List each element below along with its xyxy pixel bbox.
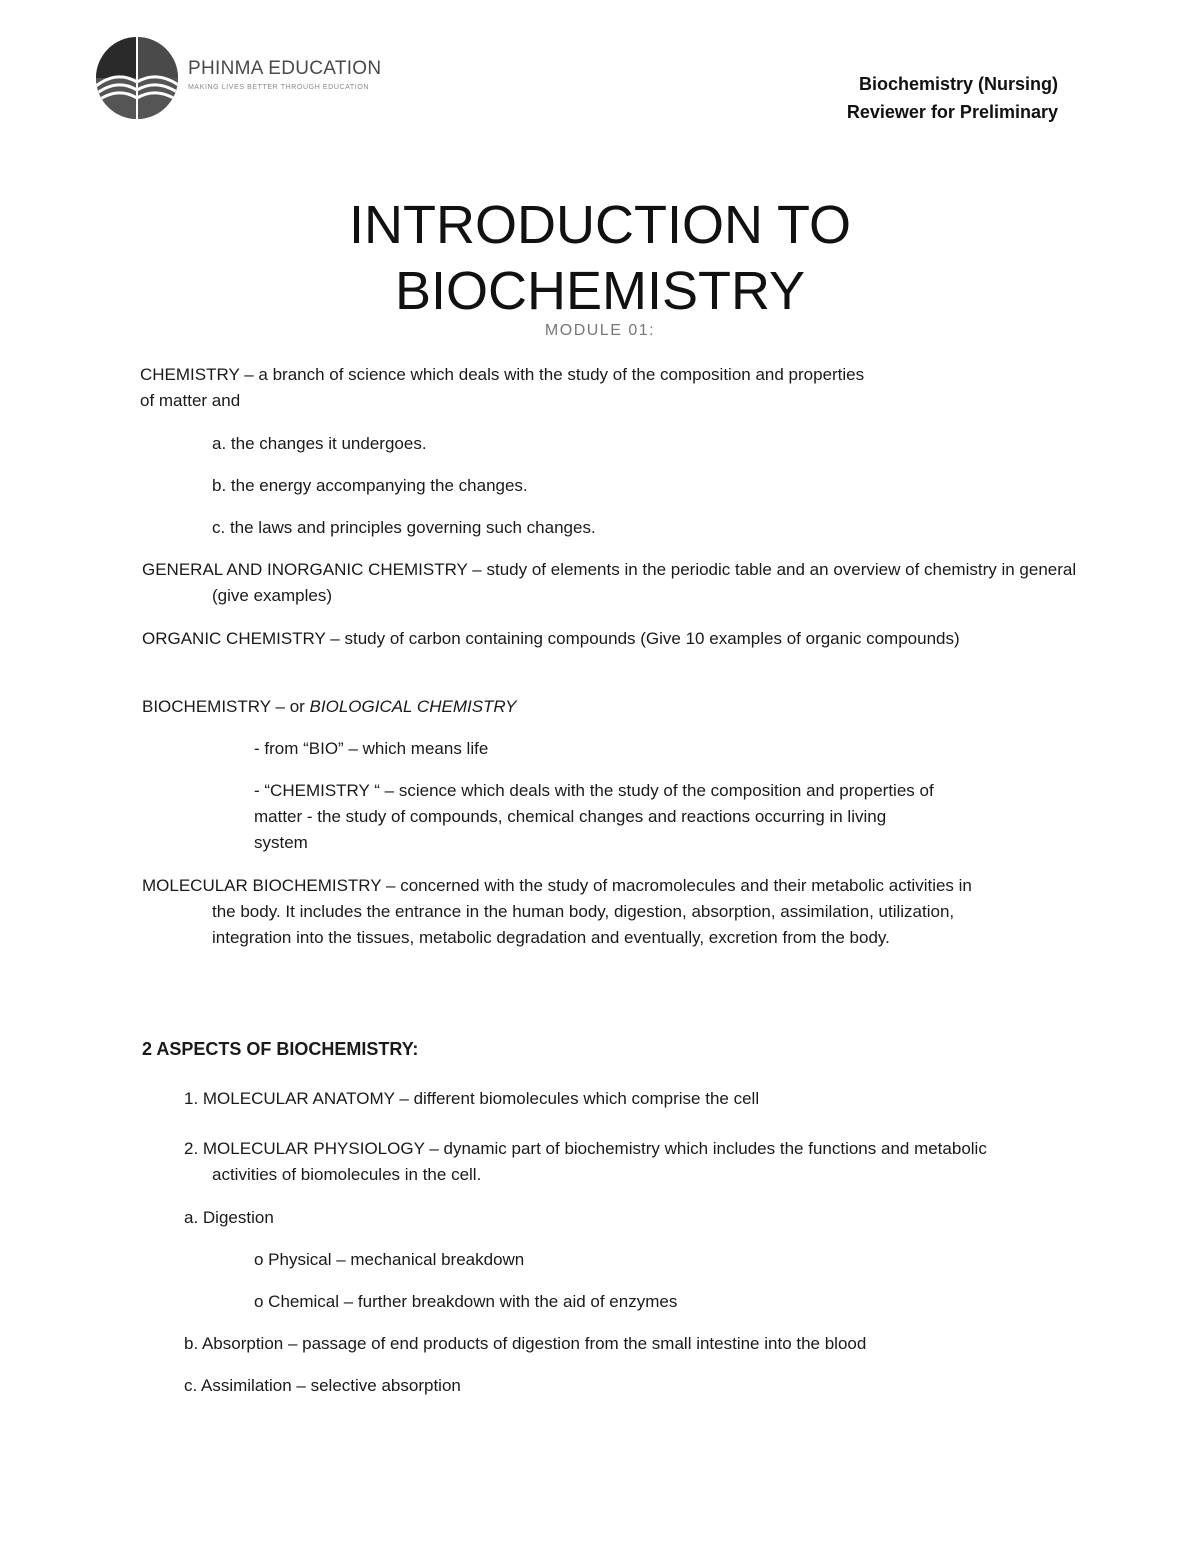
absorption-item: b. Absorption – passage of end products of digestion from the small intestine into the blood [184, 1334, 867, 1353]
chemistry-definition-line1: CHEMISTRY – a branch of science which deals with the study of the composition and properties [140, 365, 865, 384]
logo-name: PHINMA EDUCATION [188, 58, 382, 79]
molecular-biochemistry-definition: MOLECULAR BIOCHEMISTRY – concerned with the study of macromolecules and their metabolic activities in the body. It includes the entrance in the human body, digestion, absorption, assimilation, utilization, integration into the tissues, metabolic degradation and eventually, excretion from the body. [142, 876, 972, 947]
chemistry-meaning: - “CHEMISTRY “ – science which deals with the study of the composition and properties of matter - the study of compounds, chemical changes and reactions occurring in living system [254, 781, 934, 852]
header-reviewer: Reviewer for Preliminary [846, 102, 1058, 122]
molecular-anatomy-item: 1. MOLECULAR ANATOMY – different biomolecules which comprise the cell [184, 1089, 760, 1108]
chemistry-definition [140, 362, 1040, 414]
logo-tagline: MAKING LIVES BETTER THROUGH EDUCATION [188, 84, 370, 91]
page-title [0, 192, 1200, 324]
list-item: a. the changes it undergoes. [212, 434, 427, 453]
physical-digestion-item: o Physical – mechanical breakdown [254, 1250, 525, 1269]
chemistry-definition-line2: of matter and [140, 391, 241, 410]
document-header [847, 70, 1058, 126]
biochemistry-term: BIOCHEMISTRY – or [142, 697, 310, 716]
general-inorganic-definition: GENERAL AND INORGANIC CHEMISTRY – study of elements in the periodic table and an overview of chemistry in general (give examples) [142, 560, 1077, 605]
assimilation-item: c. Assimilation – selective absorption [184, 1376, 461, 1395]
module-label: MODULE 01: [544, 322, 656, 339]
header-course: Biochemistry (Nursing) [858, 74, 1058, 94]
chemical-digestion-item: o Chemical – further breakdown with the aid of enzymes [254, 1292, 678, 1311]
list-item: c. the laws and principles governing such changes. [212, 518, 596, 537]
list-item: b. the energy accompanying the changes. [212, 476, 528, 495]
molecular-physiology-item: 2. MOLECULAR PHYSIOLOGY – dynamic part of biochemistry which includes the functions and metabolic activities of biomolecules in the cell. [184, 1139, 987, 1184]
organic-definition: ORGANIC CHEMISTRY – study of carbon containing compounds (Give 10 examples of organic compounds) [142, 629, 960, 648]
biochemistry-definition [142, 694, 516, 720]
phinma-logo [92, 36, 382, 126]
biological-chemistry-term: BIOLOGICAL CHEMISTRY [309, 697, 517, 716]
title-line-2: BIOCHEMISTRY [394, 261, 806, 321]
aspects-heading: 2 ASPECTS OF BIOCHEMISTRY: [142, 1039, 419, 1059]
globe-book-icon [92, 36, 182, 126]
bio-meaning: - from “BIO” – which means life [254, 739, 489, 758]
digestion-item: a. Digestion [184, 1208, 274, 1227]
title-line-1: INTRODUCTION TO [348, 195, 851, 255]
